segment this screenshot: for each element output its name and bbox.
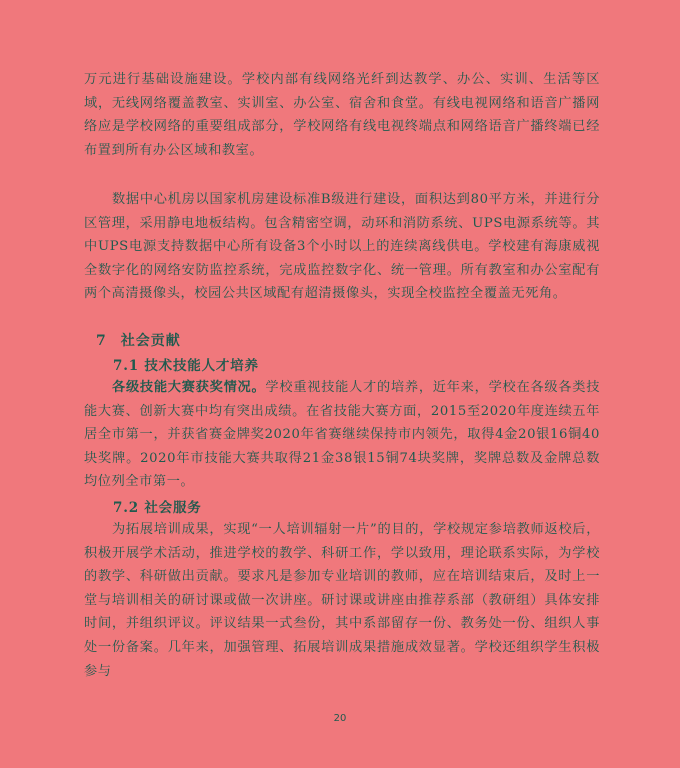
section-heading — [96, 330, 181, 350]
paragraph-data-center: 数据中心机房以国家机房建设标准B级进行建设，面积达到80平方米，并进行分区管理，采用静电地板结构。包含精密空调，动环和消防系统、UPS电源系统等。其中UPS电源支持数据中心所有设备3个小时以上的连续离线供电。学校建有海康威视全数字化的网络安防监控系统，完成监控数字化、统一管理。所有教室和办公室配有两个高清摄像头，校园公共区域配有超清摄像头，实现全校监控全覆盖无死角。 — [84, 192, 600, 302]
paragraph-competitions — [84, 376, 600, 494]
subsection-heading-service: 7.2 社会服务 — [113, 500, 202, 516]
section-number: 7 — [96, 333, 107, 349]
section-title: 社会贡献 — [120, 333, 181, 349]
subsection-heading-talent: 7.1 技术技能人才培养 — [113, 358, 259, 374]
paragraph-network: 万元进行基础设施建设。学校内部有线网络光纤到达教学、办公、实训、生活等区域，无线网络覆盖教室、实训室、办公室、宿舍和食堂。有线电视网络和语音广播网络应是学校网络的重要组成部分，学校网络有线电视终端点和网络语音广播终端已经布置到所有办公区域和教室。 — [84, 72, 600, 158]
page-number: 20 — [333, 713, 347, 724]
paragraph-competitions-body: 学校重视技能人才的培养，近年来，学校在各级各类技能大赛、创新大赛中均有突出成绩。在省技能大赛方面，2015至2020年度连续五年居全市第一，并获省赛金牌奖2020年省赛继续保持市内领先，取得4金20银16铜40块奖牌。2020年市技能大赛共取得21金38银15铜74块奖牌，奖牌总数及金牌总数均位列全市第一。 — [84, 380, 600, 490]
paragraph-lead: 各级技能大赛获奖情况。 — [112, 380, 266, 395]
paragraph-social-service: 为拓展培训成果，实现“一人培训辐射一片”的目的，学校规定参培教师返校后，积极开展学术活动，推进学校的教学、科研工作，学以致用，理论联系实际，为学校的教学、科研做出贡献。要求凡是参加专业培训的教师，应在培训结束后，及时上一堂与培训相关的研讨课或做一次讲座。研讨课或讲座由推荐系部（教研组）具体安排时间，并组织评议。评议结果一式叁份，其中系部留存一份、教务处一份、组织人事处一份备案。几年来，加强管理、拓展培训成果措施成效显著。学校还组织学生积极参与 — [84, 522, 600, 679]
